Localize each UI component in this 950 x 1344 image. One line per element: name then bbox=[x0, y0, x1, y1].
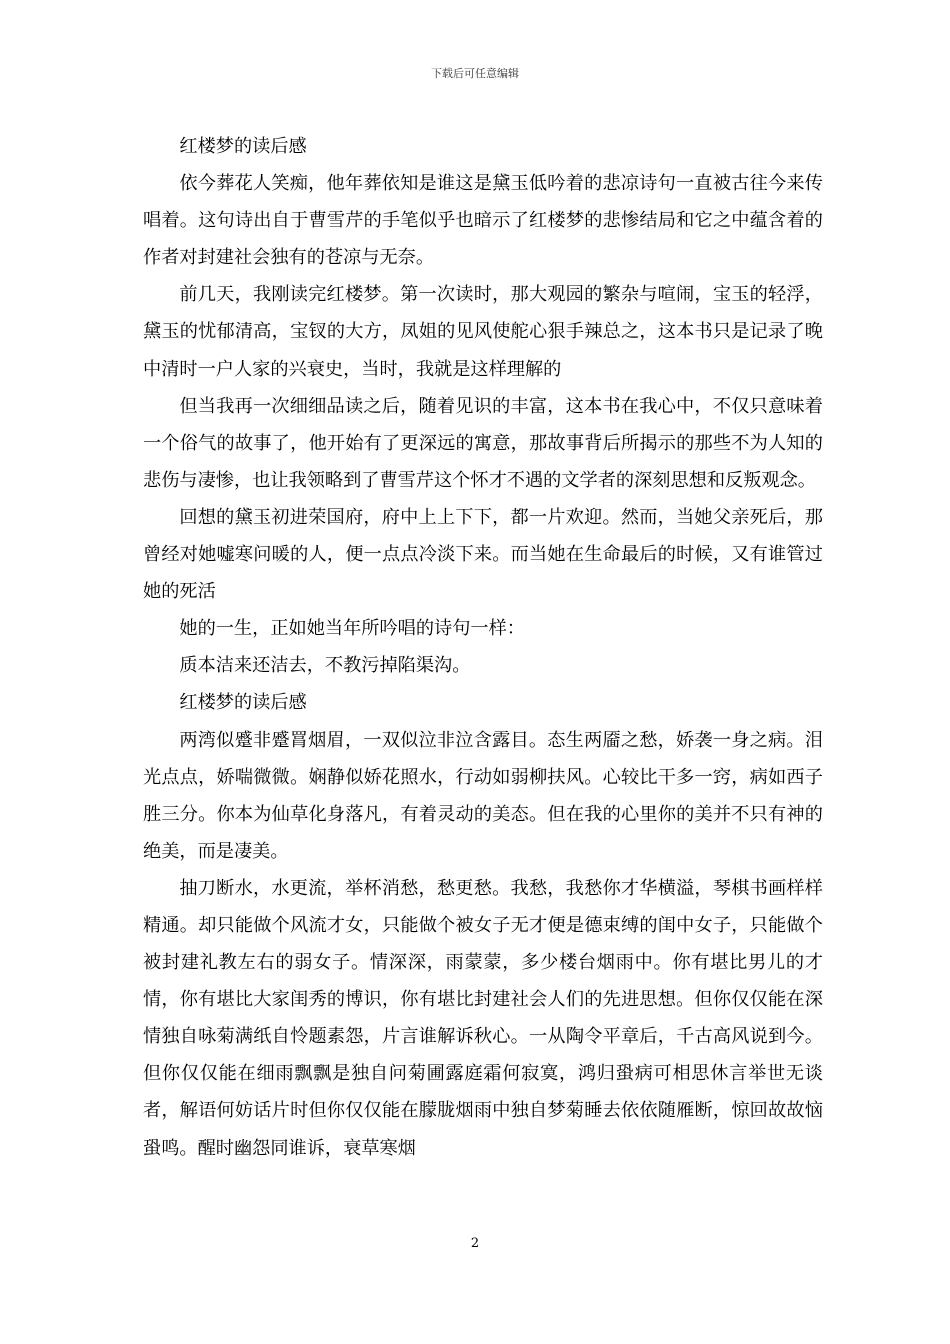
paragraph: 前几天，我刚读完红楼梦。第一次读时，那大观园的繁杂与喧闹，宝玉的轻浮，黛玉的忧郁清高，宝钗的大方，凤姐的见风使舵心狠手辣总之，这本书只是记录了晚中清时一户人家的兴衰史，当时，我就是这样理解的 bbox=[143, 284, 823, 380]
essay-title: 红楼梦的读后感 bbox=[179, 692, 307, 714]
page-header: 下载后可任意编辑 bbox=[431, 67, 519, 80]
paragraph: 但当我再一次细细品读之后，随着见识的丰富，这本书在我心中，不仅只意味着一个俗气的故事了，他开始有了更深远的寓意，那故事背后所揭示的那些不为人知的悲伤与凄惨，也让我领略到了曹雪芹这个怀才不遇的文学者的深刻思想和反叛观念。 bbox=[143, 395, 823, 491]
paragraph: 两湾似蹙非蹙罥烟眉，一双似泣非泣含露目。态生两靥之愁，娇袭一身之病。泪光点点，娇喘微微。娴静似娇花照水，行动如弱柳扶风。心较比干多一窍，病如西子胜三分。你本为仙草化身落凡，有着灵动的美态。但在我的心里你的美并不只有神的绝美，而是凄美。 bbox=[143, 729, 823, 862]
paragraph: 回想的黛玉初进荣国府，府中上上下下，都一片欢迎。然而，当她父亲死后，那曾经对她嘘寒问暖的人，便一点点冷淡下来。而当她在生命最后的时候，又有谁管过她的死活 bbox=[143, 506, 823, 603]
essay-title: 红楼梦的读后感 bbox=[179, 136, 307, 157]
paragraph: 抽刀断水，水更流，举杯消愁，愁更愁。我愁，我愁你才华横溢，琴棋书画样样精通。却只能做个风流才女，只能做个被女子无才便是德束缚的闺中女子，只能做个被封建礼教左右的弱女子。情深深，雨蒙蒙，多少楼台烟雨中。你有堪比男儿的才情，你有堪比大家闺秀的博识，你有堪比封建社会人们的先进思想。但你仅仅能在深情独自咏菊满纸自怜题素怨，片言谁解诉秋心。一从陶令平章后，千古高风说到今。但你仅仅能在细雨飘飘是独自问菊圃露庭霜何寂寞，鸿归蛩病可相思休言举世无谈者，解语何妨话片时但你仅仅能在朦胧烟雨中独自梦菊睡去依依随雁断，惊回故故恼蛩鸣。醒时幽怨同谁诉，衰草寒烟 bbox=[143, 877, 823, 1159]
paragraph: 她的一生，正如她当年所吟唱的诗句一样： bbox=[179, 618, 525, 640]
paragraph: 依今葬花人笑痴，他年葬依知是谁这是黛玉低吟着的悲凉诗句一直被古往今来传唱着。这句诗出自于曹雪芹的手笔似乎也暗示了红楼梦的悲惨结局和它之中蕴含着的作者对封建社会独有的苍凉与无奈。 bbox=[143, 173, 823, 269]
page-number: 2 bbox=[470, 1236, 480, 1251]
poem-line: 质本洁来还洁去，不教污掉陷渠沟。 bbox=[179, 655, 471, 677]
document-body bbox=[143, 128, 823, 1167]
